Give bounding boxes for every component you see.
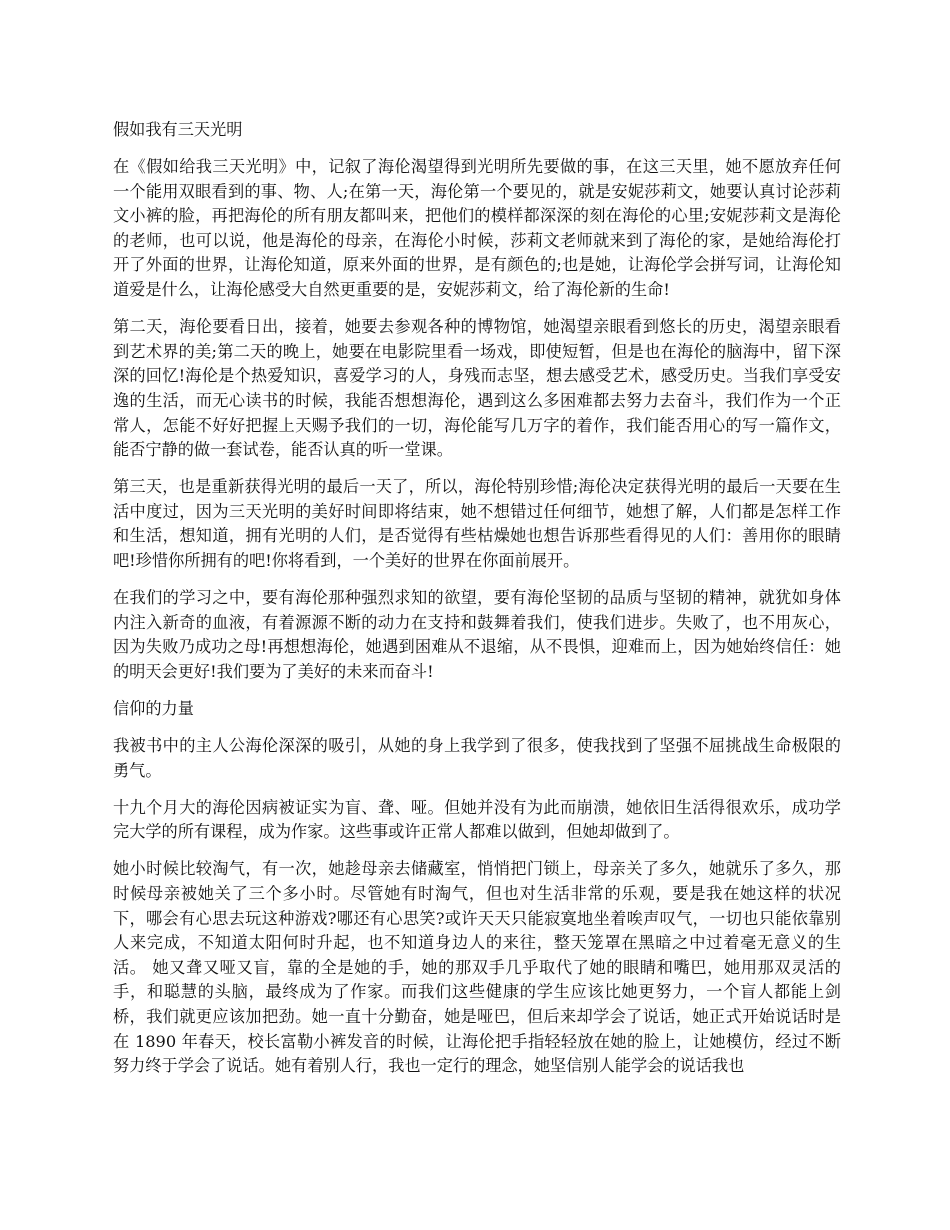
paragraph: 十九个月大的海伦因病被证实为盲、聋、哑。但她并没有为此而崩溃，她依旧生活得很欢乐，成功学完大学的所有课程，成为作家。这些事或许正常人都难以做到，但她却做到了。 bbox=[113, 797, 841, 842]
paragraph: 第三天，也是重新获得光明的最后一天了，所以，海伦特别珍惜;海伦决定获得光明的最后一天要在生活中度过，因为三天光明的美好时间即将结束，她不想错过任何细节，她想了解，人们都是怎样工作和生活，想知道，拥有光明的人们，是否觉得有些枯燥她也想告诉那些看得见的人们：善用你的眼睛吧!珍惜你所拥有的吧!你将看到，一个美好的世界在你面前展开。 bbox=[113, 477, 841, 570]
paragraph: 第二天，海伦要看日出，接着，她要去参观各种的博物馆，她渴望亲眼看到悠长的历史，渴望亲眼看到艺术界的美;第二天的晚上，她要在电影院里看一场戏，即使短暂，但是也在海伦的脑海中，留下深深的回忆!海伦是个热爱知识，喜爱学习的人，身残而志坚，想去感受艺术，感受历史。当我们享受安逸的生活，而无心读书的时候，我能否想想海伦，遇到这么多困难都去努力去奋斗，我们作为一个正常人，怎能不好好把握上天赐予我们的一切，海伦能写几万字的着作，我们能否用心的写一篇作文，能否宁静的做一套试卷，能否认真的听一堂课。 bbox=[113, 317, 841, 460]
paragraph: 在我们的学习之中，要有海伦那种强烈求知的欲望，要有海伦坚韧的品质与坚韧的精神，就犹如身体内注入新奇的血液，有着源源不断的动力在支持和鼓舞着我们，使我们进步。失败了，也不用灰心，因为失败乃成功之母!再想想海伦，她遇到困难从不退缩，从不畏惧，迎难而上，因为她始终信任：她的明天会更好!我们要为了美好的未来而奋斗! bbox=[113, 588, 841, 681]
paragraph: 我被书中的主人公海伦深深的吸引，从她的身上我学到了很多，使我找到了坚强不屈挑战生命极限的勇气。 bbox=[113, 736, 841, 780]
section-heading-1: 假如我有三天光明 bbox=[113, 120, 243, 139]
paragraph: 在《假如给我三天光明》中，记叙了海伦渴望得到光明所先要做的事，在这三天里，她不愿放弃任何一个能用双眼看到的事、物、人;在第一天，海伦第一个要见的，就是安妮莎莉文，她要认真讨论莎莉文小裤的脸，再把海伦的所有朋友都叫来，把他们的模样都深深的刻在海伦的心里;安妮莎莉文是海伦的老师，也可以说，他是海伦的母亲，在海伦小时候，莎莉文老师就来到了海伦的家，是她给海伦打开了外面的世界，让海伦知道，原来外面的世界，是有颜色的;也是她，让海伦学会拼写词，让海伦知道爱是什么，让海伦感受大自然更重要的是，安妮莎莉文，给了海伦新的生命! bbox=[113, 157, 841, 300]
section-heading-2: 信仰的力量 bbox=[113, 698, 194, 718]
paragraph: 她小时候比较淘气，有一次，她趁母亲去储藏室，悄悄把门锁上，母亲关了多久，她就乐了多久，那时候母亲被她关了三个多小时。尽管她有时淘气，但也对生活非常的乐观，要是我在她这样的状况下，哪会有心思去玩这种游戏?哪还有心思笑?或许天天只能寂寞地坐着唉声叹气，一切也只能依靠别人来完成，不知道太阳何时升起，也不知道身边人的来往，整天笼罩在黑暗之中过着毫无意义的生活。 她又聋又哑又盲，靠的全是她的手，她的那双手几乎取代了她的眼睛和嘴巴，她用那双灵活的手，和聪慧的头脑，最终成为了作家。而我们这些健康的学生应该比她更努力，一个盲人都能上剑桥，我们就更应该加把劲。她一直十分勤奋，她是哑巴，但后来却学会了说话，她正式开始说话时是在 1890 年春天，校长富勒小裤发音的时候，让海伦把手指轻轻放在她的脸上，让她模仿，经过不断努力终于学会了说话。她有着别人行，我也一定行的理念，她坚信别人能学会的说话我也 bbox=[113, 859, 841, 1076]
document-body bbox=[113, 118, 841, 1091]
